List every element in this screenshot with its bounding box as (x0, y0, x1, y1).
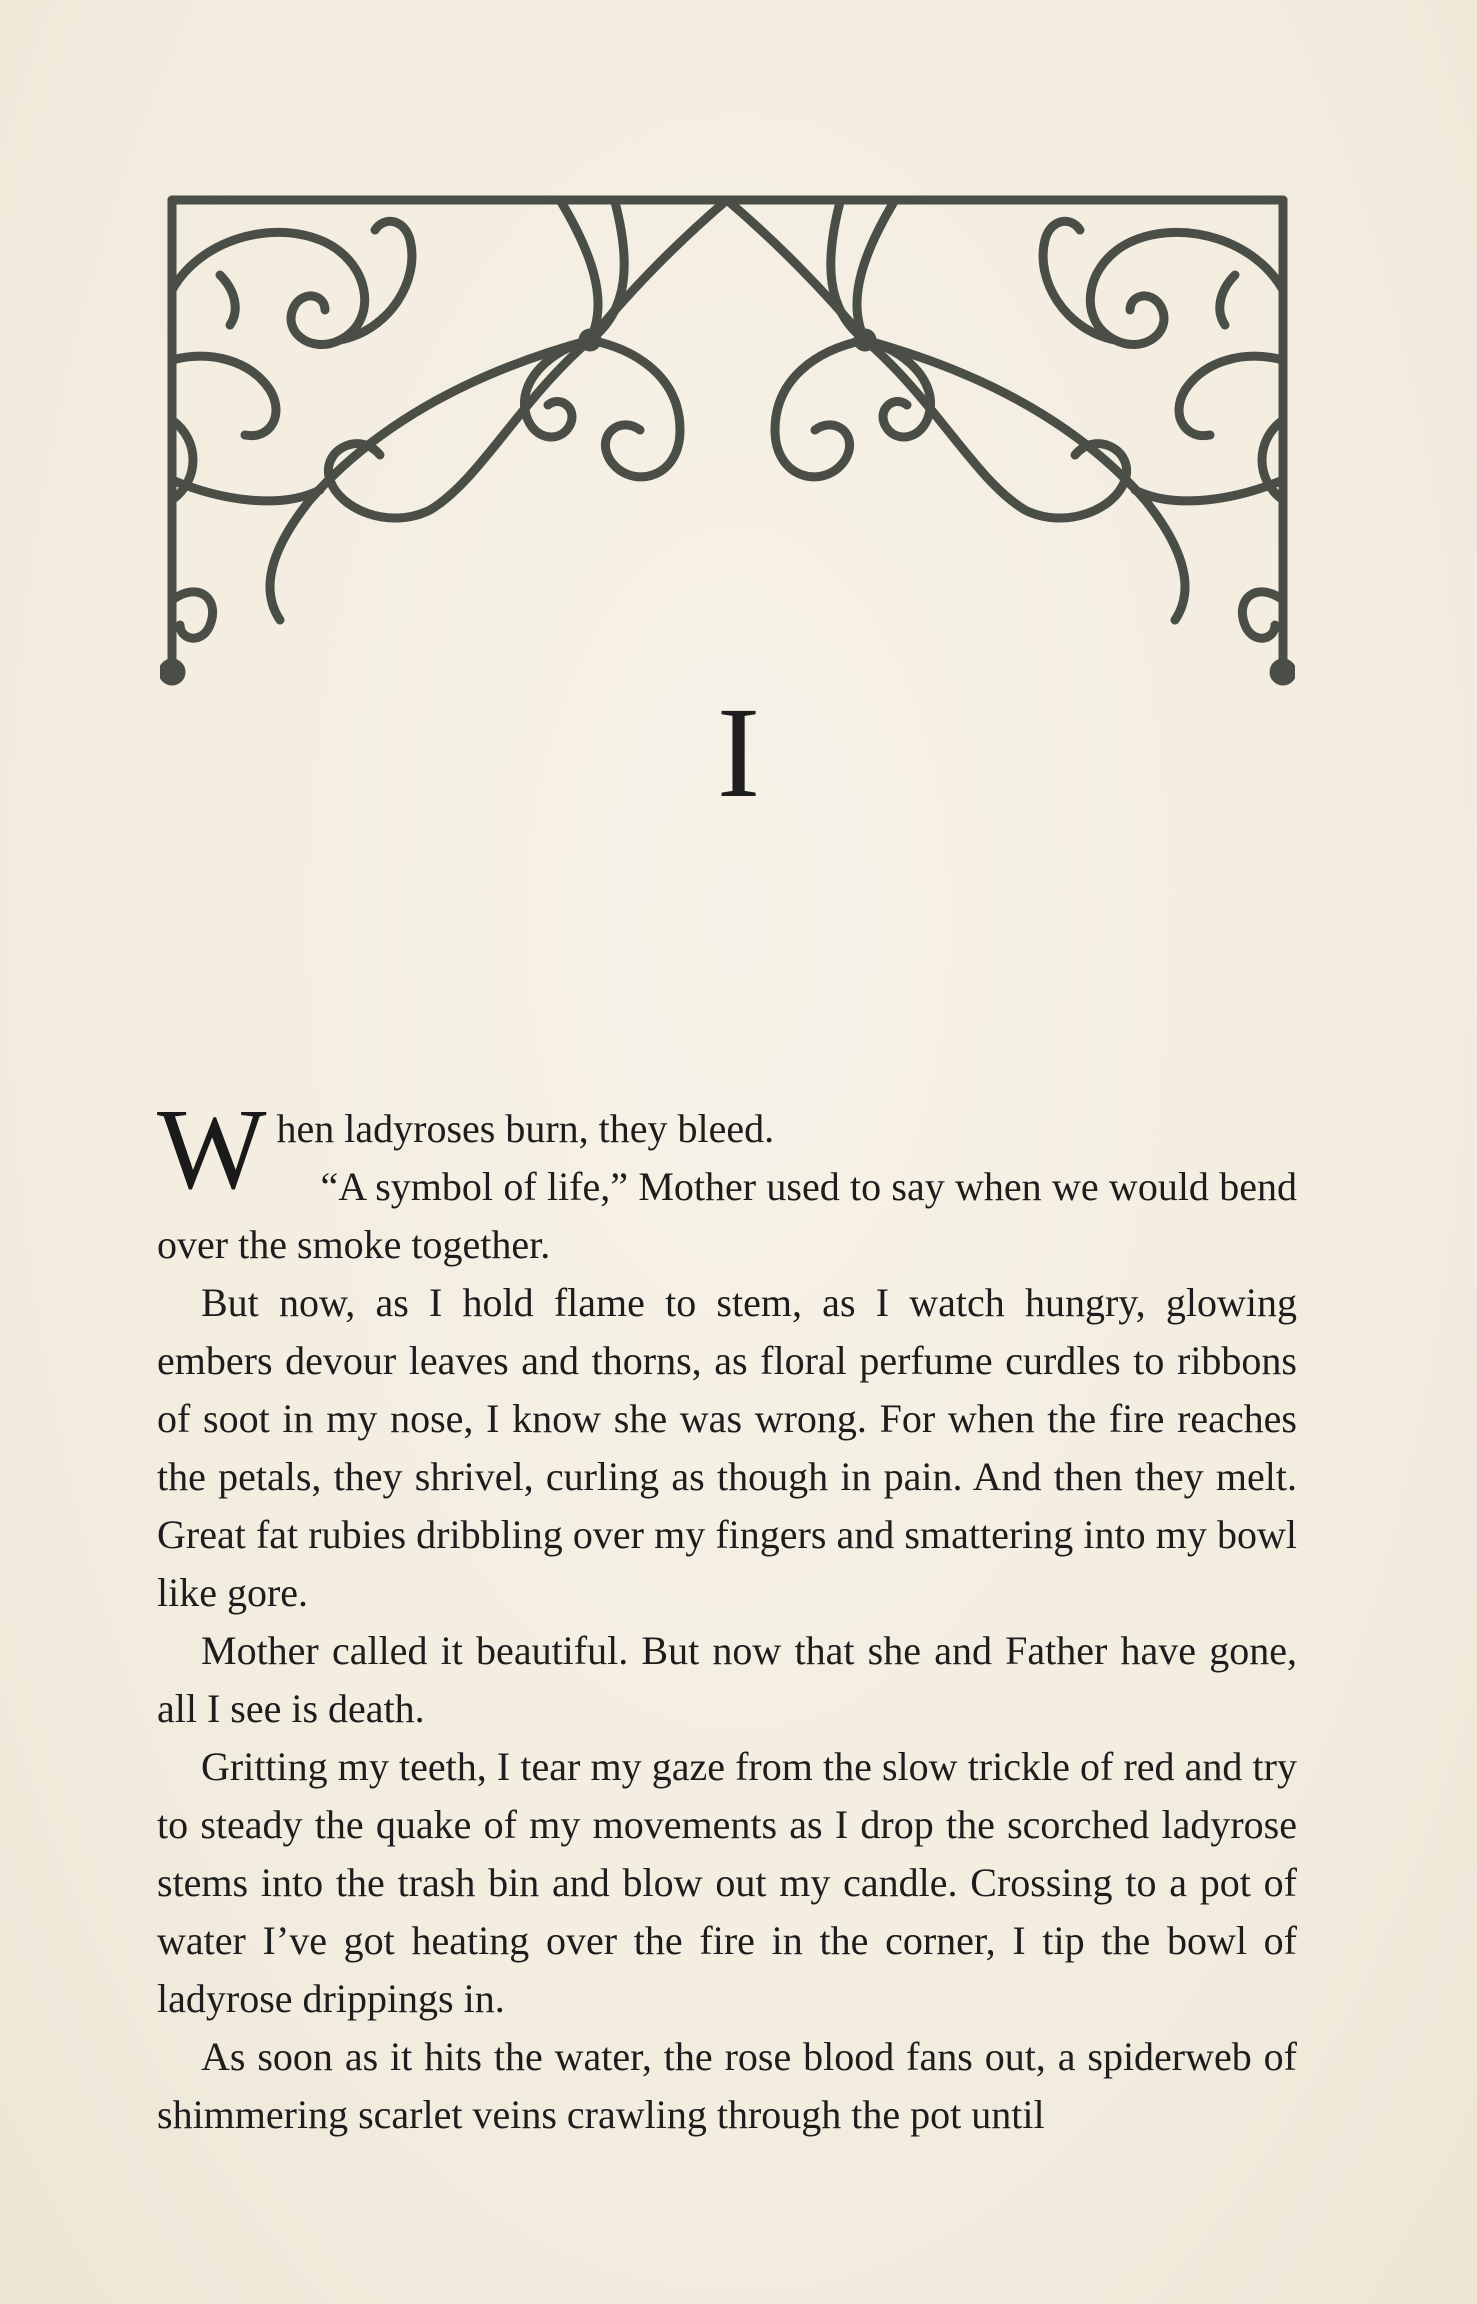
paragraph (157, 1086, 1297, 1214)
paragraph-text: hen ladyroses burn, they bleed. (276, 1106, 775, 1151)
wrought-iron-scroll-icon (160, 180, 1295, 690)
paragraph: “A symbol of life,” Mother used to say when we would bend over the smoke together. (157, 1164, 1297, 1267)
paragraph: Mother called it beautiful. But now that she and Father have gone, all I see is death. (157, 1628, 1297, 1731)
paragraph: But now, as I hold flame to stem, as I watch hungry, glowing embers devour leaves and thorns, as floral perfume curdles to ribbons of soot in my nose, I know she was wrong. For when the fire reaches the petals, they shrivel, curling as though in pain. And then they melt. Great fat rubies dribbling over my fingers and smattering into my bowl like gore. (157, 1280, 1297, 1615)
chapter-text (157, 1086, 1297, 2144)
chapter-number: I (716, 681, 761, 825)
paragraph: Gritting my teeth, I tear my gaze from the slow trickle of red and try to steady the quake of my movements as I drop the scorched ladyrose stems into the trash bin and blow out my candle. Crossing to a pot of water I’ve got heating over the fire in the corner, I tip the bowl of ladyrose drippings in. (157, 1744, 1297, 2021)
paragraph: As soon as it hits the water, the rose blood fans out, a spiderweb of shimmering scarlet veins crawling through the pot until (157, 2034, 1297, 2137)
drop-cap: W (157, 1086, 267, 1214)
